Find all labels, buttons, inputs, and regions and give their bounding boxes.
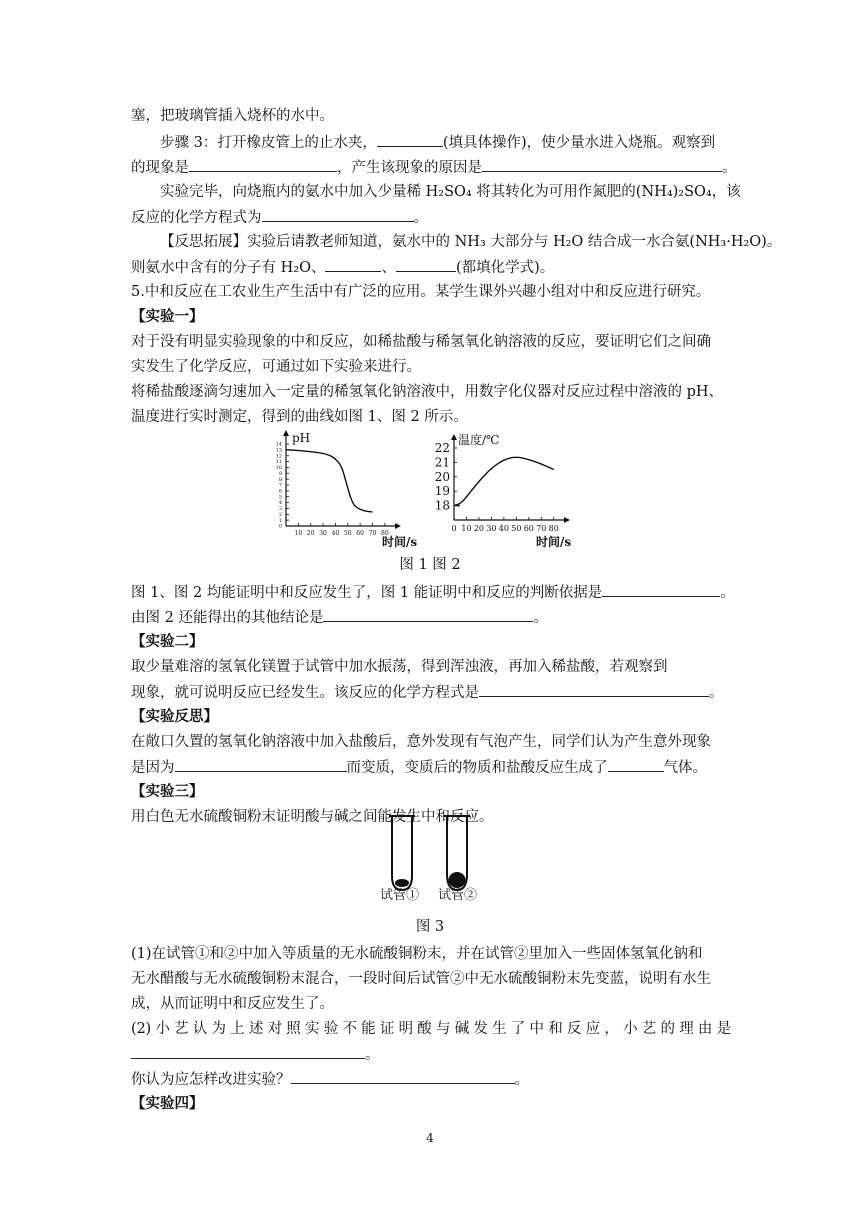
figure-3-caption: 图 3 — [415, 919, 445, 935]
x-tick-label: 50 — [343, 530, 352, 537]
x-tick-label: 60 — [523, 524, 534, 533]
y-axis-label: 温度/℃ — [458, 433, 500, 447]
x-axis-arrow — [564, 517, 570, 523]
y-tick-label: 9 — [278, 470, 282, 477]
y-tick-label: 14 — [275, 441, 282, 448]
section-exp2: 【实验二】 — [131, 633, 204, 650]
answer-blank[interactable] — [175, 757, 347, 772]
answer-blank[interactable] — [396, 257, 456, 272]
y-tick-label: 13 — [275, 447, 282, 454]
text-line: 实发生了化学反应，可通过如下实验来进行。 — [131, 359, 421, 375]
y-tick-label: 20 — [434, 469, 450, 484]
text-line-fig1-basis: 图 1、图 2 均能证明中和反应发生了，图 1 能证明中和反应的判断依据是 。 — [131, 582, 735, 603]
text-line: 取少量难溶的氢氧化镁置于试管中加水振荡，得到浑浊液，再加入稀盐酸，若观察到 — [131, 659, 668, 675]
x-tick-label: 20 — [306, 530, 315, 537]
x-tick-label: 70 — [536, 524, 547, 533]
text-line: 将稀盐酸逐滴匀速加入一定量的稀氢氧化钠溶液中，用数字化仪器对反应过程中溶液的 pH、 — [131, 384, 724, 400]
x-axis-arrow — [395, 523, 401, 529]
answer-blank[interactable] — [189, 157, 337, 172]
y-tick-label: 18 — [434, 498, 450, 513]
text-line-q2-answer: 。 — [131, 1044, 380, 1065]
text-line: 温度进行实时测定，得到的曲线如图 1、图 2 所示。 — [131, 409, 468, 425]
tube-1-label: 试管① — [380, 888, 420, 903]
data-line — [286, 450, 372, 512]
text-line-molecules: 则氨水中含有的分子有 H₂O、 、 (都填化学式)。 — [131, 257, 554, 278]
y-tick-label: 4 — [278, 500, 282, 507]
text-line: 无水醋酸与无水硫酸铜粉末混合，一段时间后试管②中无水硫酸铜粉末先变蓝，说明有水生 — [131, 971, 711, 987]
page-number: 4 — [426, 1131, 434, 1145]
text-line-equation: 反应的化学方程式为 。 — [131, 207, 428, 228]
y-tick-label: 6 — [278, 488, 282, 495]
y-tick-label: 7 — [278, 482, 282, 489]
text-line-step3: 步骤 3：打开橡皮管上的止水夹， (填具体操作)，使少量水进入烧瓶。观察到 — [160, 132, 715, 153]
chart2-xlabel: 时间/s — [536, 535, 572, 549]
y-tick-label: 1 — [278, 517, 282, 524]
test-tube-1 — [389, 816, 415, 890]
y-tick-label: 22 — [434, 441, 450, 455]
text-line: (1)在试管①和②中加入等质量的无水硫酸铜粉末，并在试管②里加入一些固体氢氧化钠和 — [131, 946, 703, 962]
text-line: 在敞口久置的氢氧化钠溶液中加入盐酸后，意外发现有气泡产生，同学们认为产生意外现象 — [131, 734, 711, 750]
answer-blank[interactable] — [479, 682, 709, 697]
x-tick-label: 20 — [473, 524, 485, 533]
text-line-fig2-conclusion: 由图 2 还能得出的其他结论是 。 — [131, 607, 548, 628]
text-line-reflect: 【反思拓展】实验后请教老师知道，氨水中的 NH₃ 大部分与 H₂O 结合成一水合氨(NH₃·H₂O)。 — [160, 234, 782, 250]
answer-blank[interactable] — [291, 1069, 515, 1084]
answer-blank[interactable] — [323, 607, 533, 622]
x-tick-label: 60 — [356, 530, 364, 537]
y-tick-label: 10 — [275, 465, 282, 472]
y-axis-arrow — [283, 430, 289, 436]
text-line-improve: 你认为应怎样改进实验？ 。 — [131, 1069, 529, 1090]
x-tick-label: 50 — [511, 524, 522, 533]
question-5-title: 5.中和反应在工农业生产生活中有广泛的应用。某学生课外兴趣小组对中和反应进行研究。 — [131, 284, 711, 300]
y-tick-label: 3 — [278, 506, 282, 513]
temperature-chart — [428, 428, 588, 548]
text-line-after-exp: 实验完毕，向烧瓶内的氨水中加入少量稀 H₂SO₄ 将其转化为可用作氮肥的(NH₄)₂SO₄，该 — [160, 184, 741, 200]
y-tick-label: 0 — [278, 523, 282, 530]
x-tick-label: 0 — [451, 524, 457, 533]
x-tick-label: 30 — [319, 530, 327, 537]
y-tick-label: 12 — [275, 453, 282, 460]
text-line-reflection-blanks: 是因为 而变质，变质后的物质和盐酸反应生成了 气体。 — [131, 757, 707, 778]
y-tick-label: 11 — [275, 459, 282, 466]
x-tick-label: 10 — [294, 530, 303, 537]
answer-blank[interactable] — [602, 582, 720, 597]
text-line-exp2-equation: 现象，就可说明反应已经发生。该反应的化学方程式是 。 — [131, 682, 724, 703]
x-tick-label: 80 — [548, 524, 559, 533]
y-tick-label: 8 — [278, 476, 282, 483]
tube-2-label: 试管② — [438, 888, 478, 903]
y-tick-label: 21 — [434, 455, 450, 470]
answer-blank[interactable] — [482, 157, 722, 172]
text-line-q2: (2) 小 艺 认 为 上 述 对 照 实 验 不 能 证 明 酸 与 碱 发 生 了 中 和 反 应 ， 小 艺 的 理 由 是 — [131, 1021, 731, 1037]
text-line-1: 塞，把玻璃管插入烧杯的水中。 — [131, 108, 334, 124]
section-exp1: 【实验一】 — [131, 308, 204, 325]
text-line: 对于没有明显实验现象的中和反应，如稀盐酸与稀氢氧化钠溶液的反应，要证明它们之间确 — [131, 334, 711, 350]
y-tick-label: 5 — [278, 494, 282, 501]
answer-blank[interactable] — [131, 1044, 365, 1059]
section-reflection: 【实验反思】 — [131, 708, 218, 725]
ph-chart — [266, 428, 426, 548]
data-line — [454, 457, 554, 505]
y-tick-label: 19 — [434, 484, 450, 499]
x-tick-label: 40 — [498, 524, 509, 533]
section-exp3: 【实验三】 — [131, 783, 204, 800]
section-exp4: 【实验四】 — [131, 1095, 204, 1112]
y-axis-label: pH — [292, 431, 311, 445]
answer-blank[interactable] — [262, 207, 414, 222]
y-axis-arrow — [451, 434, 457, 440]
x-tick-label: 80 — [381, 530, 389, 537]
text-line: 成，从而证明中和反应发生了。 — [131, 996, 334, 1012]
y-tick-label: 2 — [278, 511, 282, 518]
text-line-phenomenon: 的现象是 ，产生该现象的原因是 。 — [131, 157, 737, 178]
x-tick-label: 40 — [331, 530, 340, 537]
answer-blank[interactable] — [377, 132, 443, 147]
figure-1-2-caption: 图 1 图 2 — [399, 557, 461, 573]
chart1-xlabel: 时间/s — [382, 535, 418, 549]
x-tick-label: 70 — [368, 530, 377, 537]
answer-blank[interactable] — [608, 757, 664, 772]
answer-blank[interactable] — [325, 257, 381, 272]
test-tube-2 — [444, 816, 470, 890]
text-line: 用白色无水硫酸铜粉末证明酸与碱之间能发生中和反应。 — [131, 809, 494, 825]
x-tick-label: 30 — [486, 524, 497, 533]
x-tick-label: 10 — [461, 524, 472, 533]
